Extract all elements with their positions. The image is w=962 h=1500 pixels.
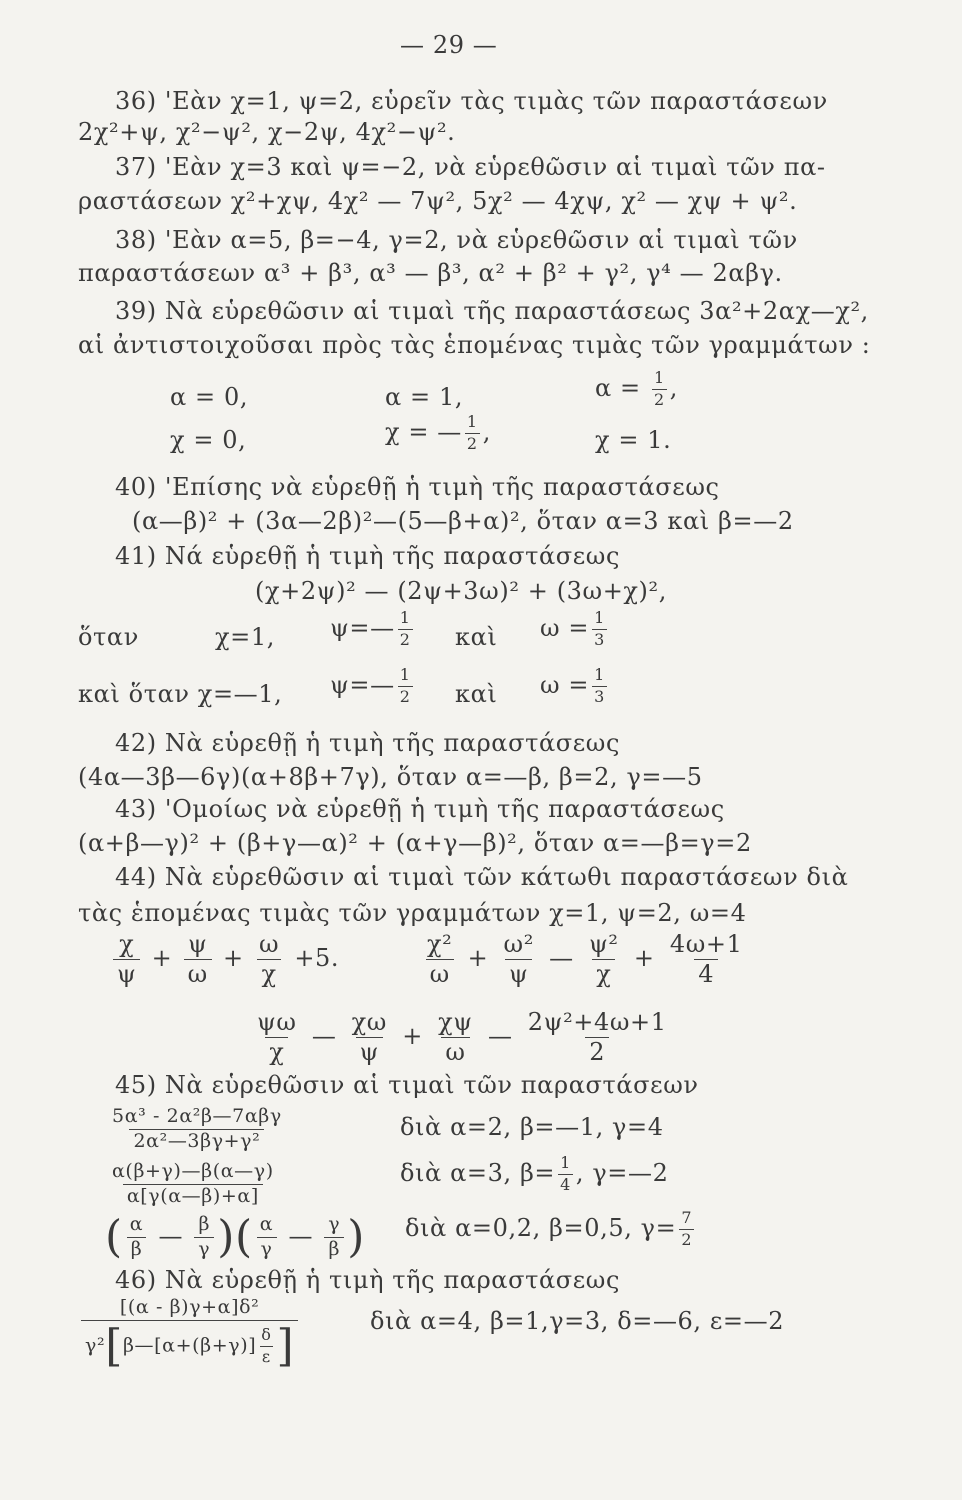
fraction: $\frac{1}{4}$ <box>560 1153 571 1194</box>
ex41-row2-and: καὶ <box>455 680 498 708</box>
ex39-alpha-2: α = 1, <box>385 383 464 411</box>
ex36-line1: 36) 'Εὰν χ=1, ψ=2, εὑρεῖν τὰς τιμὰς τῶν παραστάσεων <box>115 87 828 115</box>
fraction: $\frac{7}{2}$ <box>681 1208 693 1249</box>
ex41-row1-psi: ψ=— $\frac{1}{2}$ <box>330 608 411 649</box>
fraction: $\frac{\text{2ψ²+4ω+1}}{2}$ <box>527 1008 667 1067</box>
fraction: $\frac{\alpha}{\beta}$ <box>126 1215 147 1260</box>
ex39-line1: 39) Νὰ εὑρεθῶσιν αἱ τιμαὶ τῆς παραστάσεως 3α²+2αχ—χ², <box>115 297 869 325</box>
fraction: $\frac{\gamma}{\beta}$ <box>324 1215 344 1260</box>
ex42-line2: (4α—3β—6γ)(α+8β+7γ), ὅταν α=—β, β=2, γ=—5 <box>78 763 703 791</box>
ex41-line1: 41) Νά εὑρεθῇ ἡ τιμὴ τῆς παραστάσεως <box>115 542 621 570</box>
fraction: $\frac{4\omega+1}{4}$ <box>669 930 743 989</box>
ex46-cond: διὰ α=4, β=1,γ=3, δ=—6, ε=—2 <box>370 1307 785 1335</box>
ex39-chi-3: χ = 1. <box>595 426 672 454</box>
fraction: $\frac{1}{2}$ <box>399 665 411 706</box>
fraction: $\frac{\alpha(\beta+\gamma)—\beta(\alpha—\gamma)}{\alpha[\gamma(\alpha—\beta)+\alpha]}$ <box>112 1160 274 1207</box>
ex45-expr2 <box>105 1162 281 1207</box>
ex41-row2-psi: ψ=— $\frac{1}{2}$ <box>330 665 411 706</box>
fraction: $\frac{\text{5α³ - 2α²β—7αβγ}}{\text{2α²—3βγ+γ²}}$ <box>112 1105 282 1152</box>
ex41-row1-chi: χ=1, <box>215 623 275 651</box>
fraction: $\frac{1}{3}$ <box>594 665 605 706</box>
ex44-expr1: $\frac{\chi}{\psi}$ + $\frac{\psi}{\omega}$ + $\frac{\omega}{\chi}$ +5. <box>110 932 339 987</box>
fraction: $\frac{\delta}{\varepsilon}$ <box>261 1324 272 1366</box>
fraction: $\frac{\text{ω²}}{\psi}$ <box>503 930 534 989</box>
fraction: $\frac{\chi\omega}{\psi}$ <box>351 1008 387 1067</box>
ex41-row2-omega: ω = $\frac{1}{3}$ <box>540 665 605 706</box>
ex42-line1: 42) Νὰ εὑρεθῇ ἡ τιμὴ τῆς παραστάσεως <box>115 729 621 757</box>
ex44-line1: 44) Νὰ εὑρεθῶσιν αἱ τιμαὶ τῶν κάτωθι παραστάσεων διὰ <box>115 863 849 891</box>
ex39-alpha-3: α = $\frac{1}{2}$ , <box>595 368 678 409</box>
fraction: $\frac{\omega}{\chi}$ <box>258 930 280 989</box>
fraction: $\frac{1}{2}$ <box>466 412 478 453</box>
ex45-line1: 45) Νὰ εὑρεθῶσιν αἱ τιμαὶ τῶν παραστάσεων <box>115 1071 699 1099</box>
ex39-chi-1: χ = 0, <box>170 426 247 454</box>
ex43-line1: 43) 'Ομοίως νὰ εὑρεθῇ ἡ τιμὴ τῆς παραστάσεως <box>115 795 725 823</box>
ex43-line2: (α+β—γ)² + (β+γ—α)² + (α+γ—β)², ὅταν α=—β=γ=2 <box>78 829 752 857</box>
ex44-expr2: $\frac{\text{χ²}}{\omega}$ + $\frac{\text{ω²}}{\psi}$ — $\frac{\text{ψ²}}{\chi}$ + $\frac{4\omega+1}{4}$ <box>420 932 749 987</box>
fraction: $\frac{\chi}{\psi}$ <box>113 932 140 987</box>
fraction: $\frac{1}{2}$ <box>399 608 411 649</box>
fraction: $\frac{\beta}{\gamma}$ <box>194 1215 214 1260</box>
fraction: $\frac{\psi}{\omega}$ <box>184 932 212 987</box>
ex41-row1-omega: ω = $\frac{1}{3}$ <box>540 608 605 649</box>
ex41-row1-label: ὅταν <box>78 623 139 651</box>
ex41-row2-label: καὶ ὅταν χ=—1, <box>78 680 283 708</box>
fraction: $\frac{\psi\omega}{\chi}$ <box>257 1008 297 1067</box>
ex40-line1: 40) 'Επίσης νὰ εὑρεθῇ ἡ τιμὴ τῆς παραστάσεως <box>115 473 720 501</box>
fraction: $\frac{1}{2}$ <box>653 368 665 409</box>
ex46-expr <box>78 1296 301 1372</box>
ex45-expr3: ( $\frac{\alpha}{\beta}$ — $\frac{\beta}{\gamma}$ )( $\frac{\alpha}{\gamma}$ — $\frac{\gamma}{\beta}$ ) <box>105 1211 366 1263</box>
ex37-line2: ραστάσεων χ²+χψ, 4χ² — 7ψ², 5χ² — 4χψ, χ² — χψ + ψ². <box>78 187 798 215</box>
page-number: — 29 — <box>400 31 498 59</box>
ex40-line2: (α—β)² + (3α—2β)²—(5—β+α)², ὅταν α=3 καὶ β=—2 <box>132 507 794 535</box>
ex37-line1: 37) 'Εὰν χ=3 καὶ ψ=−2, νὰ εὑρεθῶσιν αἱ τιμαὶ τῶν πα- <box>115 153 826 181</box>
ex41-line2: (χ+2ψ)² — (2ψ+3ω)² + (3ω+χ)², <box>255 577 667 605</box>
ex39-line2: αἱ ἀντιστοιχοῦσαι πρὸς τὰς ἑπομένας τιμὰς τῶν γραμμάτων : <box>78 331 871 359</box>
ex38-line2: παραστάσεων α³ + β³, α³ — β³, α² + β² + γ², γ⁴ — 2αβγ. <box>78 259 783 287</box>
ex41-row1-and: καὶ <box>455 623 498 651</box>
fraction: [(α - β)γ+α]δ² γ²[β—[α+(β+γ)] $\frac{\delta}{\varepsilon}$ ] <box>81 1298 298 1366</box>
ex44-expr3: $\frac{\psi\omega}{\chi}$ — $\frac{\chi\omega}{\psi}$ + $\frac{\chi\psi}{\omega}$ — $\frac{\text{2ψ²+4ω+1}}{2}$ <box>250 1010 674 1065</box>
ex44-line2: τὰς ἑπομένας τιμὰς τῶν γραμμάτων χ=1, ψ=2, ω=4 <box>78 899 747 927</box>
ex36-line2: 2χ²+ψ, χ²−ψ², χ−2ψ, 4χ²−ψ². <box>78 118 456 146</box>
ex45-cond1: διὰ α=2, β=—1, γ=4 <box>400 1113 664 1141</box>
fraction: $\frac{\text{χ²}}{\omega}$ <box>427 930 453 989</box>
ex39-chi-2: χ = — $\frac{1}{2}$ , <box>385 412 491 453</box>
fraction: $\frac{\chi\psi}{\omega}$ <box>438 1008 473 1067</box>
ex38-line1: 38) 'Εὰν α=5, β=−4, γ=2, νὰ εὑρεθῶσιν αἱ τιμαὶ τῶν <box>115 226 798 254</box>
ex39-alpha-1: α = 0, <box>170 383 249 411</box>
fraction: $\frac{1}{3}$ <box>594 608 605 649</box>
fraction: $\frac{\alpha}{\gamma}$ <box>256 1215 277 1260</box>
fraction: $\frac{\text{ψ²}}{\chi}$ <box>589 930 619 989</box>
ex45-expr1 <box>105 1107 289 1152</box>
ex46-line1: 46) Νὰ εὑρεθῇ ἡ τιμὴ τῆς παραστάσεως <box>115 1266 621 1294</box>
ex45-cond3: διὰ α=0,2, β=0,5, γ= $\frac{7}{2}$ <box>405 1208 693 1249</box>
ex45-cond2: διὰ α=3, β= $\frac{1}{4}$ , γ=—2 <box>400 1153 669 1194</box>
